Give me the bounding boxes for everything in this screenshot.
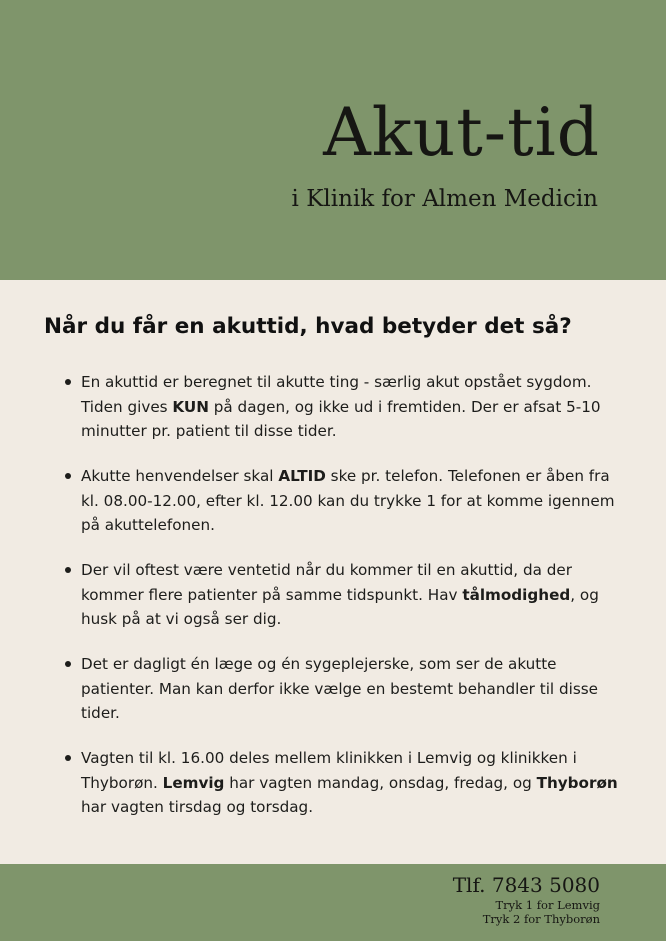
item-text: på dagen, og ikke ud i fremtiden. Der er afsat 5-10 minutter pr. patient til disse tider. [81,397,601,440]
bullet-icon [65,473,71,479]
page-subtitle: i Klinik for Almen Medicin [291,186,598,212]
list-item [62,464,622,538]
list-item [62,652,622,726]
item-text: Vagten til kl. 16.00 deles mellem klinikken i Lemvig og klinikken i Thyborøn. [81,749,577,792]
press-2-info: Tryk 2 for Thyborøn [482,912,600,926]
item-text: Der vil oftest være ventetid når du kommer til en akuttid, da der kommer flere patienter på samme tidspunkt. Hav [81,561,572,604]
press-1-info: Tryk 1 for Lemvig [495,898,600,912]
item-text: ske pr. telefon. Telefonen er åben fra kl. 08.00-12.00, efter kl. 12.00 kan du trykke 1 for at komme igennem på akuttelefonen. [81,467,615,534]
page-title: Akut-tid [323,94,600,171]
list-item [62,558,622,632]
bullet-icon [65,379,71,385]
phone-number: Tlf. 7843 5080 [452,873,600,897]
item-text: En akuttid er beregnet til akutte ting - særlig akut opstået sygdom. Tiden gives [81,373,592,416]
header-banner [0,0,666,280]
footer-banner [0,864,666,941]
item-text: , og husk på at vi også ser dig. [81,585,599,628]
item-bold: Thyborøn [536,773,618,792]
info-list [62,370,622,840]
bullet-icon [65,755,71,761]
list-item [62,746,622,820]
item-text: Det er dagligt én læge og én sygeplejerske, som ser de akutte patienter. Man kan derfor ikke vælge en bestemt behandler til disse tider. [81,655,598,722]
item-bold: Lemvig [162,773,225,792]
bullet-icon [65,567,71,573]
item-text: Akutte henvendelser skal [81,467,279,485]
item-text: har vagten tirsdag og torsdag. [81,798,314,816]
section-heading: Når du får en akuttid, hvad betyder det så? [44,314,572,339]
item-text: har vagten mandag, onsdag, fredag, og [224,773,537,792]
item-bold: tålmodighed [462,585,571,604]
item-bold: KUN [172,397,209,416]
list-item [62,370,622,444]
bullet-icon [65,661,71,667]
item-bold: ALTID [278,467,326,485]
